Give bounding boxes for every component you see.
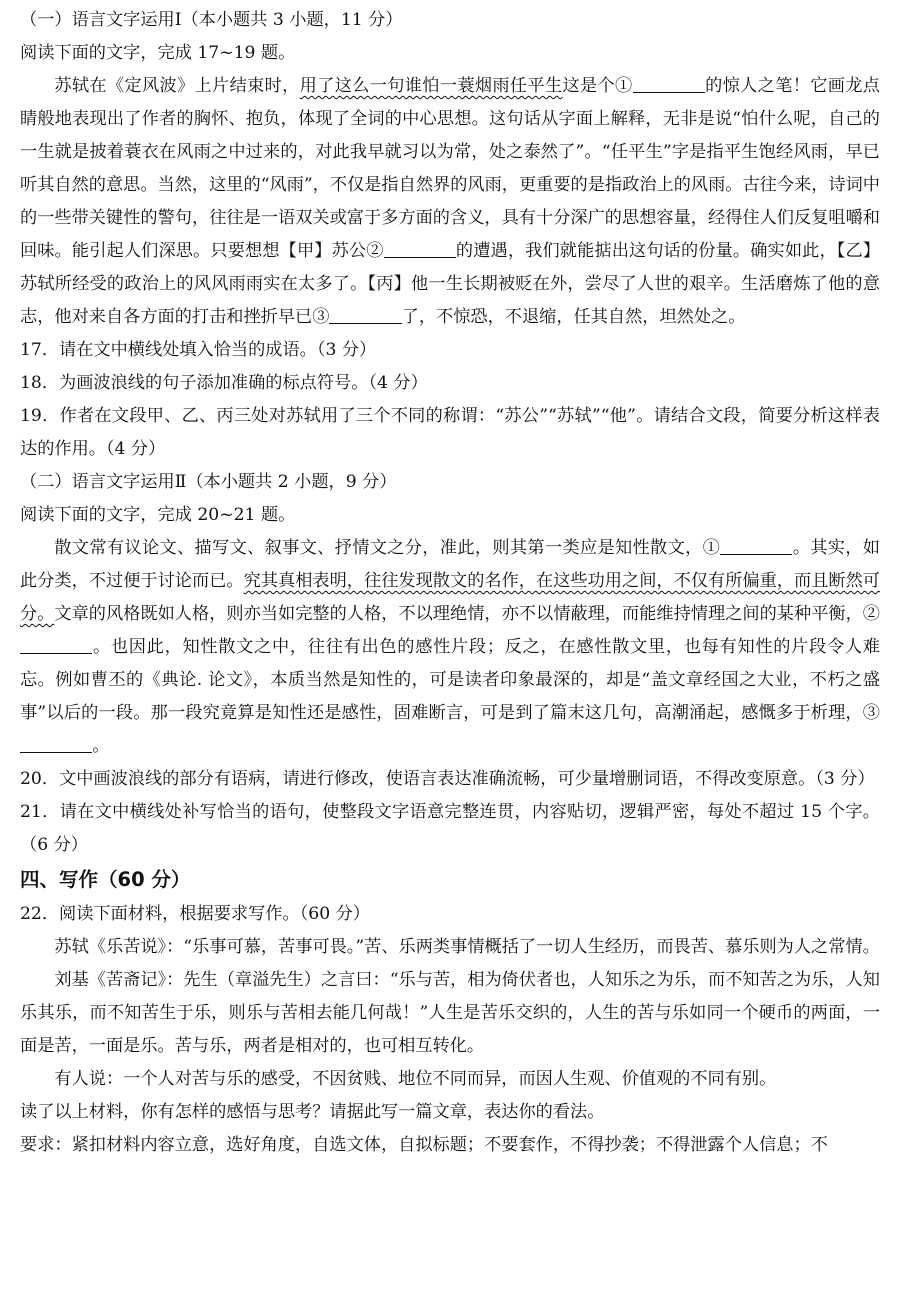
passage2-wavy-sentence: 究其真相表明，往往发现散文的名作，在这些功用之间，不仅有所偏重，而且断然可分。 [20,571,880,624]
passage2 [20,532,880,763]
passage1-text-5: 了，不惊恐，不退缩，任其自然，坦然处之。 [401,307,746,327]
passage2-text-4: 。也因此，知性散文之中，往往有出色的感性片段；反之，在感性散文里，也每有知性的片段令人难忘。例如曹丕的《典论. 论文》，本质当然是知性的，可是读者印象最深的，却是“盖文章经国之大业，不朽之盛事”以后的一段。那一段究竟算是知性还是感性，固难断言，可是到了篇末这几句，高潮涌起，感慨多于析理，③ [20,637,880,723]
passage1-text-4: 的遭遇，我们就能掂出这句话的份量。确实如此，【乙】苏轼所经受的政治上的风风雨雨实在太多了。【丙】他一生长期被贬在外，尝尽了人世的艰辛。生活磨炼了他的意志，他对来自各方面的打击和挫折早已③ [20,241,880,327]
section1-instruction: 阅读下面的文字，完成 17~19 题。 [20,43,296,63]
question-21: 21．请在文中横线处补写恰当的语句，使整段文字语意完整连贯，内容贴切，逻辑严密，每处不超过 15 个字。（6 分） [20,802,880,855]
passage1-text-2: 这是个① [562,76,633,96]
blank-2 [384,240,456,258]
question-20: 20．文中画波浪线的部分有语病，请进行修改，使语言表达准确流畅，可少量增删词语，不得改变原意。（3 分） [20,769,875,789]
section2-title: （二）语言文字运用Ⅱ（本小题共 2 小题，9 分） [20,472,397,492]
material-3: 有人说：一个人对苦与乐的感受，不因贫贱、地位不同而异，而因人生观、价值观的不同有别。 [54,1069,777,1089]
passage2-text-5: 。 [92,736,110,756]
blank-1b [720,537,792,555]
question-22: 22．阅读下面材料，根据要求写作。（60 分） [20,904,370,924]
writing-requirements: 要求：紧扣材料内容立意，选好角度，自选文体，自拟标题；不要套作，不得抄袭；不得泄露个人信息；不 [20,1135,828,1155]
passage2-text-2: 。其实，如此分类，不过便于讨论而已。 [20,538,880,591]
section2-instruction: 阅读下面的文字，完成 20~21 题。 [20,505,296,525]
passage2-text-3: 文章的风格既如人格，则亦当如完整的人格，不以理绝情，亦不以情蔽理，而能维持情理之间的某种平衡，② [54,604,880,624]
blank-3 [329,306,401,324]
passage1 [20,70,880,334]
passage1-wavy-sentence: 用了这么一句谁怕一蓑烟雨任平生 [299,76,563,96]
passage2-text-1: 散文常有议论文、描写文、叙事文、抒情文之分，准此，则其第一类应是知性散文，① [54,538,721,558]
section4-title: 四、写作（60 分） [20,868,191,891]
material-1: 苏轼《乐苦说》：“乐事可慕，苦事可畏。”苦、乐两类事情概括了一切人生经历，而畏苦、慕乐则为人之常情。 [54,937,880,957]
writing-prompt: 读了以上材料，你有怎样的感悟与思考？请据此写一篇文章，表达你的看法。 [20,1102,605,1122]
blank-2b [20,636,92,654]
question-18: 18．为画波浪线的句子添加准确的标点符号。（4 分） [20,373,428,393]
blank-1 [633,75,705,93]
question-17: 17．请在文中横线处填入恰当的成语。（3 分） [20,340,377,360]
question-19: 19．作者在文段甲、乙、丙三处对苏轼用了三个不同的称谓：“苏公”“苏轼”“他”。请结合文段，简要分析这样表达的作用。（4 分） [20,406,880,459]
section1-title: （一）语言文字运用Ⅰ（本小题共 3 小题，11 分） [20,10,403,30]
blank-3b [20,735,92,753]
material-2: 刘基《苦斋记》：先生（章溢先生）之言曰：“乐与苦，相为倚伏者也，人知乐之为乐，而不知苦之为乐，人知乐其乐，而不知苦生于乐，则乐与苦相去能几何哉！”人生是苦乐交织的，人生的苦与乐如同一个硬币的两面，一面是苦，一面是乐。苦与乐，两者是相对的，也可相互转化。 [20,970,880,1056]
passage1-text-3: 的惊人之笔！它画龙点睛般地表现出了作者的胸怀、抱负，体现了全词的中心思想。这句话从字面上解释，无非是说“怕什么呢，自己的一生就是披着蓑衣在风雨之中过来的，对此我早就习以为常，处之泰然了”。“任平生”字是指平生饱经风雨，早已听其自然的意思。当然，这里的“风雨”，不仅是指自然界的风雨，更重要的是指政治上的风雨。古往今来，诗词中的一些带关键性的警句，往往是一语双关或富于多方面的含义，具有十分深广的思想容量，经得住人们反复咀嚼和回味。能引起人们深思。只要想想【甲】苏公② [20,76,880,261]
passage1-text-1: 苏轼在《定风波》上片结束时， [54,76,300,96]
